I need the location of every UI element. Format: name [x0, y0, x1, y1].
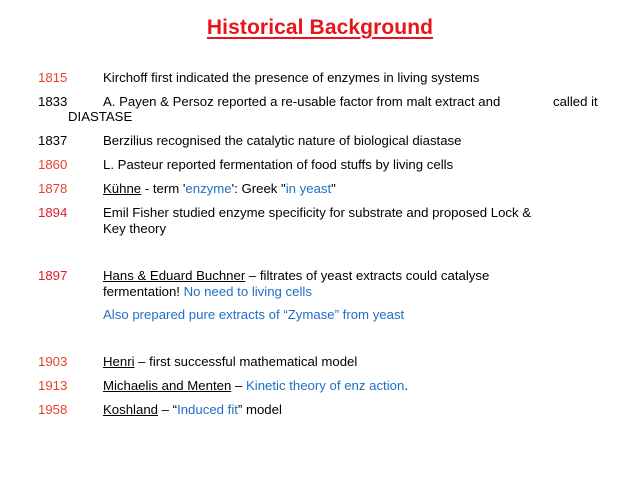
text-segment: – filtrates of yeast extracts could catalyse	[245, 268, 490, 283]
entry-text: Kirchoff first indicated the presence of enzymes in living systems	[103, 70, 480, 85]
highlight-term: enzyme	[185, 181, 232, 196]
text-segment: ': Greek "	[231, 181, 286, 196]
entry-text-wrap: DIASTASE	[68, 109, 133, 124]
highlight-text: Induced fit	[177, 402, 238, 417]
scientist-name: Kühne	[103, 181, 142, 196]
highlight-text: No need to living cells	[183, 284, 312, 299]
entry-year: 1837	[38, 133, 68, 148]
entry-year: 1894	[38, 205, 68, 220]
entry-text	[103, 353, 623, 370]
scientist-name: Henri	[103, 354, 135, 369]
text-segment: "	[331, 181, 336, 196]
text-segment: - term '	[141, 181, 186, 196]
entry-text	[103, 267, 623, 284]
text-segment: fermentation!	[103, 284, 184, 299]
entry-text	[103, 283, 623, 300]
text-segment: – “	[158, 402, 178, 417]
entry-text: L. Pasteur reported fermentation of food stuffs by living cells	[103, 157, 454, 172]
entry-year: 1958	[38, 402, 68, 417]
scientist-name: Hans & Eduard Buchner	[103, 268, 246, 283]
slide-title: Historical Background	[206, 16, 434, 39]
text-segment: –	[231, 378, 246, 393]
entry-year: 1815	[38, 70, 68, 85]
scientist-name: Koshland	[103, 402, 158, 417]
entry-text: Emil Fisher studied enzyme specificity for substrate and proposed Lock &	[103, 205, 532, 220]
entry-year: 1913	[38, 378, 68, 393]
entry-year: 1903	[38, 354, 68, 369]
text-segment: ” model	[237, 402, 282, 417]
entry-text	[103, 377, 623, 394]
entry-text: A. Payen & Persoz reported a re-usable factor from malt extract and	[103, 94, 501, 109]
entry-year: 1860	[38, 157, 68, 172]
entry-text-tail: called it	[553, 94, 598, 109]
highlight-text: Kinetic theory of enz action	[245, 378, 405, 393]
text-segment: .	[404, 378, 408, 393]
scientist-name: Michaelis and Menten	[103, 378, 232, 393]
entry-text: Berzilius recognised the catalytic nature of biological diastase	[103, 133, 462, 148]
highlight-term: in yeast	[285, 181, 332, 196]
entry-text	[103, 180, 623, 197]
entry-year: 1833	[38, 94, 68, 109]
entry-text: Key theory	[103, 221, 167, 236]
entry-text	[103, 401, 623, 418]
text-segment: – first successful mathematical model	[134, 354, 358, 369]
entry-year: 1878	[38, 181, 68, 196]
entry-year: 1897	[38, 268, 68, 283]
highlight-text: Also prepared pure extracts of “Zymase” from yeast	[103, 307, 405, 322]
